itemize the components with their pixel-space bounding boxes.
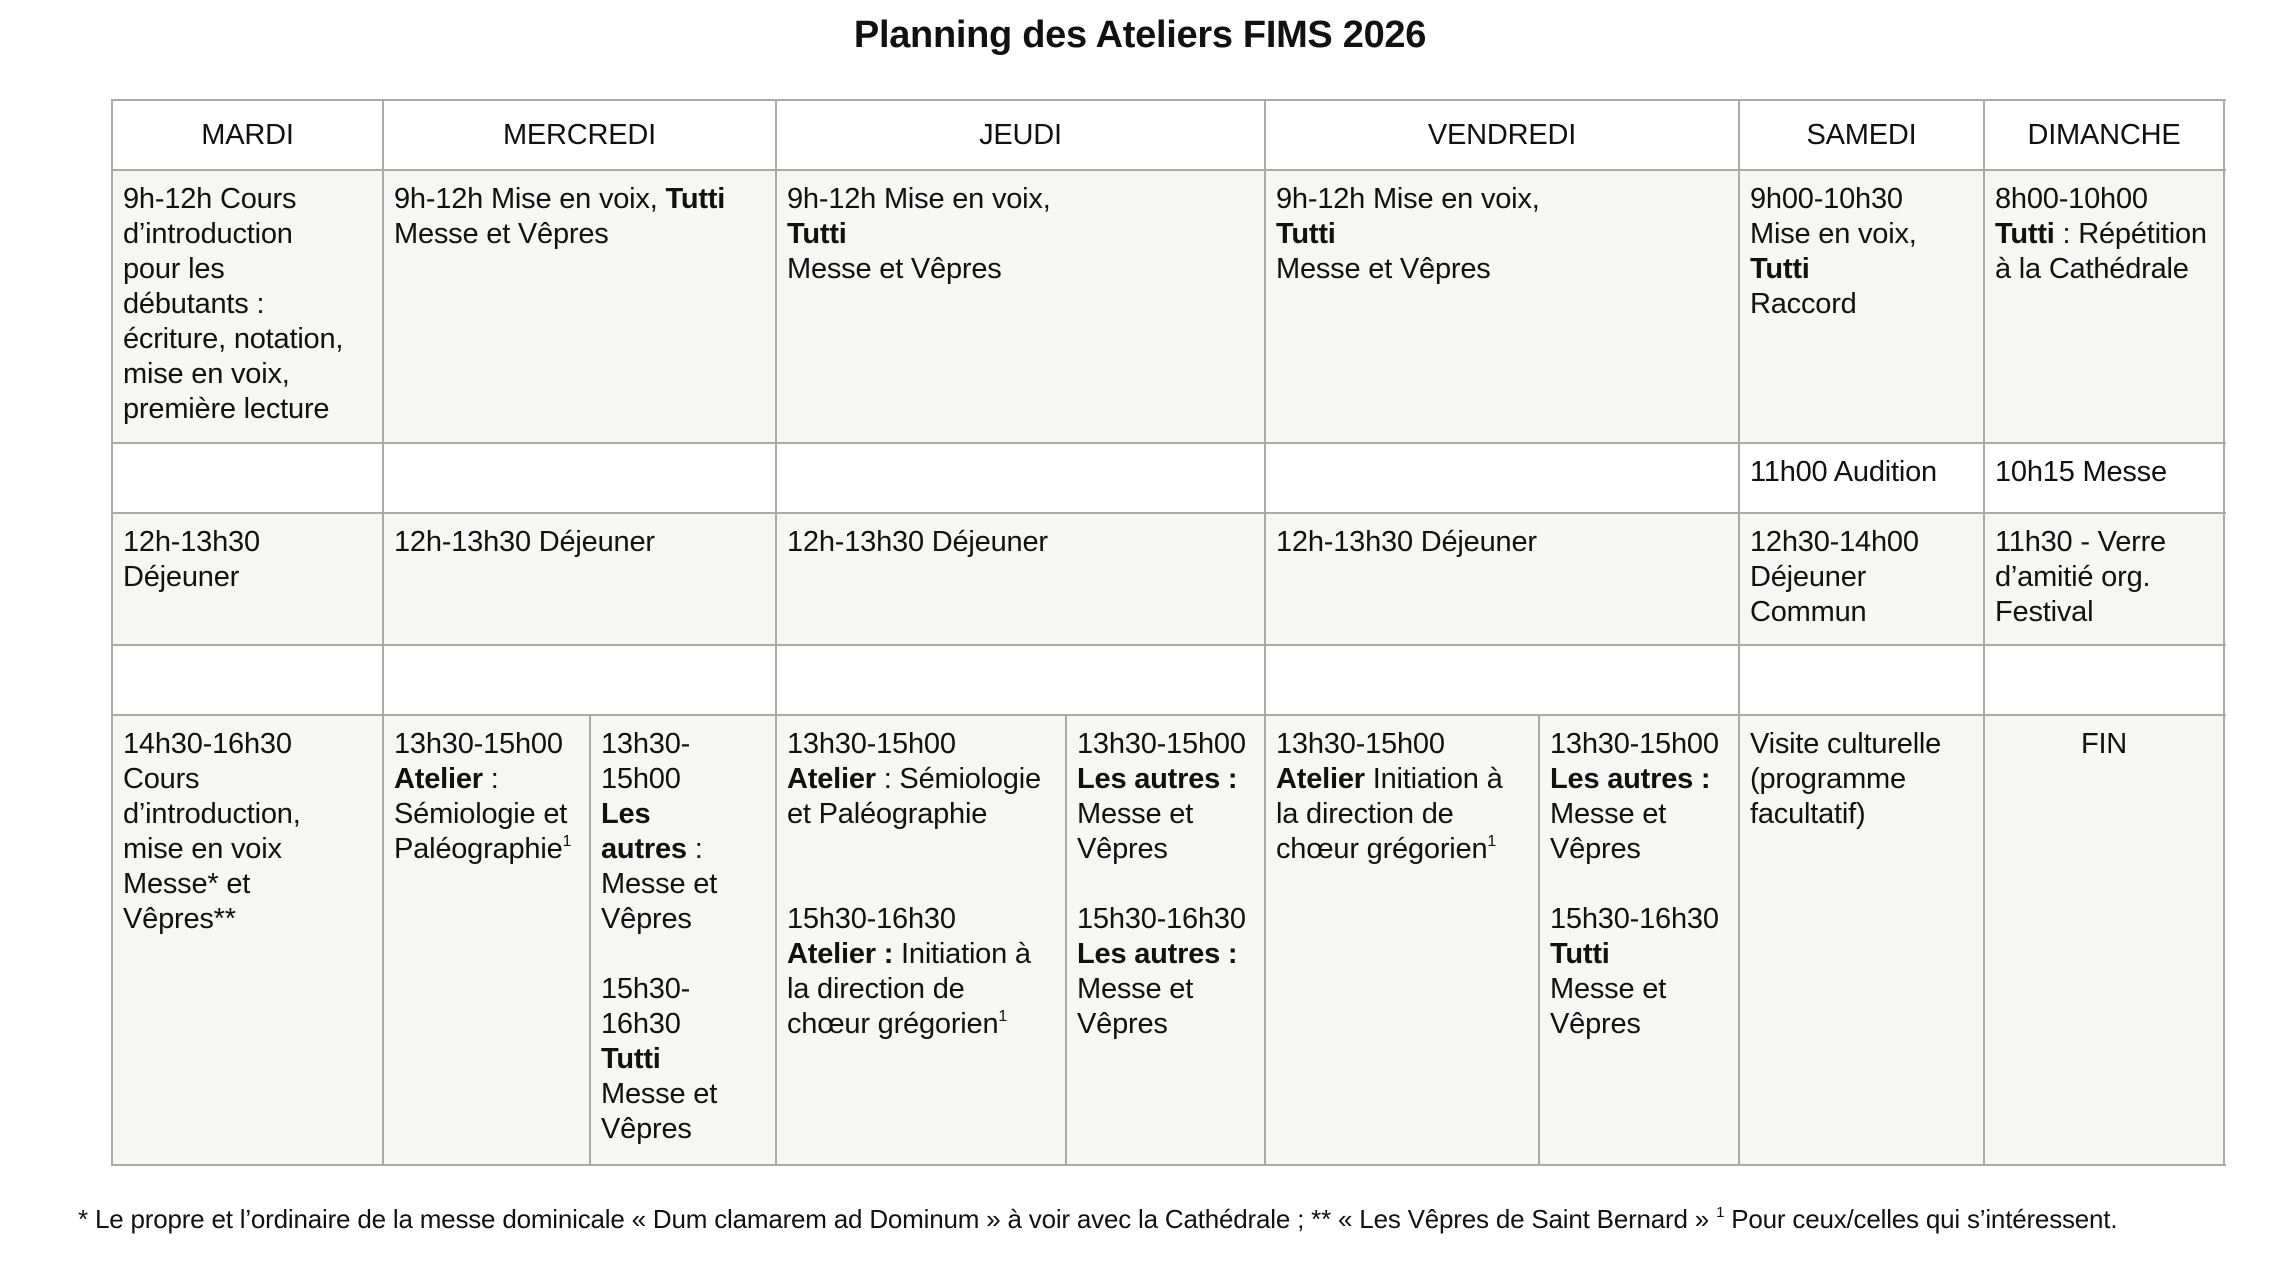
cell-dimanche-lunch — [1984, 513, 2224, 645]
text-line: Raccord — [1750, 288, 1857, 320]
header-mardi — [112, 100, 383, 170]
bold-text: Tutti — [1550, 938, 1610, 970]
text-line: 15h30-16h30 — [1550, 903, 1719, 935]
cell-samedi-afternoon — [1739, 715, 1984, 1165]
bold-text: autres — [601, 833, 687, 865]
text: : — [686, 833, 703, 865]
text-line: d’introduction, — [123, 798, 301, 830]
cell-mercredi-autres — [590, 715, 776, 1165]
bold-text: Tutti — [1276, 218, 1336, 250]
grid-line — [1983, 99, 1985, 1166]
text-line: 9h-12h Mise en voix, — [787, 183, 1051, 215]
text: : Sémiologie — [875, 763, 1041, 795]
bold-text: Atelier : — [787, 938, 894, 970]
text-line: 10h15 Messe — [1995, 456, 2167, 488]
grid-line — [1264, 99, 1266, 1166]
grid-line — [775, 99, 777, 1166]
cell-samedi-lunch — [1739, 513, 1984, 645]
text-line — [1276, 762, 1528, 797]
text-line: 14h30-16h30 — [123, 728, 292, 760]
text-line: Sémiologie et — [394, 798, 568, 830]
grid-line — [111, 644, 2226, 646]
cell-mardi-morning — [112, 170, 383, 443]
page-title: Planning des Ateliers FIMS 2026 — [853, 14, 1427, 56]
cell-jeudi-lunch — [776, 513, 1265, 645]
text-line: 11h30 - Verre — [1995, 526, 2166, 558]
bold-text: Tutti — [1995, 218, 2055, 250]
text-line: 13h30-15h00 — [394, 728, 563, 760]
text-line — [394, 182, 765, 217]
cell-dimanche-latemorning — [1984, 443, 2224, 513]
header-label: SAMEDI — [1806, 118, 1917, 151]
bold-text: Les — [601, 798, 651, 830]
cell-vendredi-autres — [1539, 715, 1739, 1165]
header-label: DIMANCHE — [2027, 118, 2181, 151]
text-line: 9h-12h Mise en voix, — [1276, 183, 1540, 215]
grid-line — [111, 442, 2226, 444]
cell-jeudi-autres — [1066, 715, 1265, 1165]
text: 9h-12h Mise en voix, — [394, 183, 666, 215]
cell-jeudi-latemorning — [776, 443, 1265, 513]
grid-line — [382, 99, 384, 1166]
text-line: Festival — [1995, 596, 2094, 628]
text-line — [787, 937, 1055, 972]
header-label: MERCREDI — [502, 118, 657, 151]
bold-text: Tutti — [601, 1043, 661, 1075]
text-line: Visite culturelle — [1750, 728, 1942, 760]
text-line: Vêpres — [601, 903, 692, 935]
grid-line — [111, 99, 113, 1166]
cell-empty — [112, 645, 2224, 715]
text-line: facultatif) — [1750, 798, 1866, 830]
footnote-text: Pour ceux/celles qui s’intéressent. — [1724, 1204, 2118, 1234]
cell-samedi-latemorning — [1739, 443, 1984, 513]
text-line: 13h30-15h00 — [1077, 728, 1246, 760]
text-line — [1276, 832, 1528, 867]
cell-samedi-morning — [1739, 170, 1984, 443]
text-line: Vêpres — [1077, 1008, 1168, 1040]
text-line: 12h-13h30 — [123, 526, 260, 558]
cell-vendredi-atelier — [1265, 715, 1539, 1165]
text: chœur grégorien — [787, 1008, 999, 1040]
text-line: 8h00-10h00 — [1995, 183, 2148, 215]
bold-text: Tutti — [787, 218, 847, 250]
text-line: Messe et — [601, 868, 718, 900]
text-line: 13h30-15h00 — [787, 728, 956, 760]
grid-line — [111, 1164, 2226, 1166]
grid-line — [111, 169, 2226, 171]
spacer — [787, 832, 1055, 867]
text-line: 12h30-14h00 — [1750, 526, 1919, 558]
cell-dimanche-morning — [1984, 170, 2224, 443]
text-line: 12h-13h30 Déjeuner — [787, 526, 1048, 558]
text-line: et Paléographie — [787, 798, 988, 830]
text-line: Vêpres** — [123, 903, 236, 935]
header-mercredi — [383, 100, 776, 170]
cell-mercredi-morning — [383, 170, 776, 443]
text-line: Messe et Vêpres — [1276, 253, 1491, 285]
bold-text: Les autres : — [1077, 938, 1238, 970]
text-line: 13h30- — [601, 728, 691, 760]
text-line: 15h30-16h30 — [1077, 903, 1246, 935]
text-line: 12h-13h30 Déjeuner — [394, 526, 655, 558]
text-line: 15h30-16h30 — [787, 903, 956, 935]
text-line: mise en voix, — [123, 358, 290, 390]
footnote-text: * Le propre et l’ordinaire de la messe dominicale « Dum clamarem ad Dominum » à voir avec la Cathédrale ; ** « Les Vêpres de Saint Bernard » — [78, 1204, 1717, 1234]
header-label: MARDI — [201, 118, 294, 151]
text-line: 12h-13h30 Déjeuner — [1276, 526, 1537, 558]
grid-line — [1065, 714, 1067, 1166]
bold-text: Tutti — [1750, 253, 1810, 285]
cell-vendredi-latemorning — [1265, 443, 1739, 513]
bold-text: Les autres : — [1077, 763, 1238, 795]
text: : Répétition — [2054, 218, 2207, 250]
text-line: d’introduction — [123, 218, 293, 250]
grid-line — [111, 512, 2226, 514]
text-line: la direction de — [1276, 798, 1454, 830]
text-line: 9h00-10h30 — [1750, 183, 1903, 215]
cell-jeudi-atelier — [776, 715, 1066, 1165]
text-line: Messe et — [601, 1078, 718, 1110]
grid-line — [589, 714, 591, 1166]
cell-jeudi-morning — [776, 170, 1265, 443]
text-line — [787, 762, 1055, 797]
grid-line — [111, 714, 2226, 716]
cell-vendredi-lunch — [1265, 513, 1739, 645]
text: Initiation à — [1364, 763, 1503, 795]
text-line: écriture, notation, — [123, 323, 344, 355]
text-line — [787, 1007, 1055, 1042]
spacer — [1550, 867, 1728, 902]
text-line: 13h30-15h00 — [1550, 728, 1719, 760]
text-line — [1995, 217, 2213, 252]
text-line: 15h30- — [601, 973, 691, 1005]
footnote-ref: 1 — [562, 833, 572, 850]
text: chœur grégorien — [1276, 833, 1488, 865]
bold-text: Atelier — [1276, 763, 1365, 795]
text-line: FIN — [2080, 728, 2128, 760]
spacer — [601, 937, 765, 972]
text-line: Messe et — [1077, 798, 1194, 830]
bold-text: Atelier — [787, 763, 876, 795]
text-line: Messe et Vêpres — [787, 253, 1002, 285]
header-vendredi — [1265, 100, 1739, 170]
cell-mardi-latemorning — [112, 443, 383, 513]
text-line: Messe* et — [123, 868, 251, 900]
text-line: Cours — [123, 763, 200, 795]
cell-dimanche-afternoon — [1984, 715, 2224, 1165]
text-line: Déjeuner — [1750, 561, 1867, 593]
text-line — [601, 832, 765, 867]
bold-text: Atelier — [394, 763, 483, 795]
grid-line — [111, 99, 2226, 101]
text-line: mise en voix — [123, 833, 282, 865]
text-line: (programme — [1750, 763, 1906, 795]
text: : — [482, 763, 499, 795]
text: Initiation à — [893, 938, 1031, 970]
text-line: Messe et — [1550, 973, 1667, 1005]
grid-line — [1538, 714, 1540, 1166]
cell-mardi-afternoon — [112, 715, 383, 1165]
cell-mardi-lunch — [112, 513, 383, 645]
text-line: 15h00 — [601, 763, 681, 795]
text-line: Vêpres — [1077, 833, 1168, 865]
text-line: Vêpres — [1550, 1008, 1641, 1040]
text-line: Vêpres — [1550, 833, 1641, 865]
text-line: Commun — [1750, 596, 1867, 628]
text-line — [394, 762, 579, 797]
text-line: Vêpres — [601, 1113, 692, 1145]
header-label: VENDREDI — [1427, 118, 1577, 151]
text-line: Messe et Vêpres — [394, 218, 609, 250]
bold-text: Les autres : — [1550, 763, 1711, 795]
text-line: Déjeuner — [123, 561, 240, 593]
text-line: pour les — [123, 253, 225, 285]
text-line: Messe et — [1550, 798, 1667, 830]
text-line: 16h30 — [601, 1008, 681, 1040]
footnote-ref: 1 — [1716, 1204, 1725, 1221]
text-line: 11h00 Audition — [1750, 456, 1937, 488]
text: Paléographie — [394, 833, 563, 865]
header-jeudi — [776, 100, 1265, 170]
cell-mercredi-lunch — [383, 513, 776, 645]
text-line: Mise en voix, — [1750, 218, 1917, 250]
text-line: à la Cathédrale — [1995, 253, 2189, 285]
text-line — [394, 832, 579, 867]
text-line: Messe et — [1077, 973, 1194, 1005]
text-line: débutants : — [123, 288, 265, 320]
cell-vendredi-morning — [1265, 170, 1739, 443]
text-line: 9h-12h Cours — [123, 183, 297, 215]
spacer — [1077, 867, 1254, 902]
text-line: 13h30-15h00 — [1276, 728, 1445, 760]
header-label: JEUDI — [979, 118, 1062, 151]
header-dimanche — [1984, 100, 2224, 170]
bold-text: Tutti — [665, 183, 726, 215]
spacer — [787, 867, 1055, 902]
cell-mercredi-latemorning — [383, 443, 776, 513]
text-line: d’amitié org. — [1995, 561, 2151, 593]
footnote-ref: 1 — [998, 1008, 1008, 1025]
text-line: la direction de — [787, 973, 965, 1005]
grid-line — [1738, 99, 1740, 1166]
cell-mercredi-atelier — [383, 715, 590, 1165]
text-line: première lecture — [123, 393, 330, 425]
header-samedi — [1739, 100, 1984, 170]
footnote-ref: 1 — [1487, 833, 1497, 850]
grid-line — [2223, 99, 2225, 1166]
footnote — [78, 1204, 2117, 1235]
